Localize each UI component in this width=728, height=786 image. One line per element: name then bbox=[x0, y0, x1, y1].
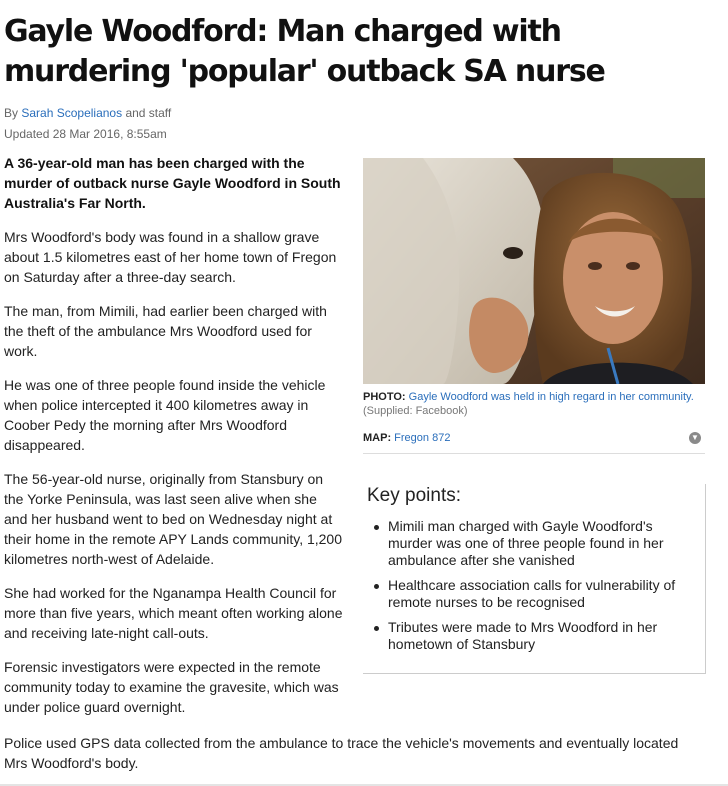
map-label: MAP: bbox=[363, 432, 392, 444]
article-paragraph: He was one of three people found inside the vehicle when police intercepted it 400 kilometres away in Coober Pedy the morning after Mrs Woodford disappeared. bbox=[4, 377, 326, 453]
map-row bbox=[363, 431, 705, 454]
article-paragraph: The 56-year-old nurse, originally from Stansbury on the Yorke Peninsula, was last seen alive when she and her husband went to bed on Wednesday night at their home in the remote APY Lands community, 1,200 kilometres north-west of Adelaide. bbox=[4, 471, 343, 567]
author-link[interactable]: Sarah Scopelianos bbox=[21, 106, 123, 120]
key-point-item: Tributes were made to Mrs Woodford in her hometown of Stansbury bbox=[388, 619, 705, 653]
key-points-title: Key points: bbox=[367, 485, 461, 506]
article-headline: Gayle Woodford: Man charged with murdering 'popular' outback SA nurse bbox=[4, 14, 605, 89]
photo-caption bbox=[363, 390, 709, 418]
key-point-item: Healthcare association calls for vulnerability of remote nurses to be recognised bbox=[388, 577, 705, 611]
photo-credit: (Supplied: Facebook) bbox=[363, 405, 468, 417]
photo-caption-link[interactable]: Gayle Woodford was held in high regard in her community. bbox=[408, 391, 694, 403]
key-points-box bbox=[363, 484, 706, 674]
key-points-list bbox=[363, 518, 705, 653]
article-paragraph: Forensic investigators were expected in the remote community today to examine the gravesite, which was under police guard overnight. bbox=[4, 659, 339, 715]
article-photo[interactable] bbox=[363, 158, 705, 384]
key-point-item: Mimili man charged with Gayle Woodford's murder was one of three people found in her ambulance after she vanished bbox=[388, 518, 705, 569]
byline-suffix: and staff bbox=[125, 106, 172, 120]
byline bbox=[4, 105, 728, 121]
article-body bbox=[4, 153, 344, 717]
article-paragraph-final: Police used GPS data collected from the ambulance to trace the vehicle's movements and eventually located Mrs Woodford's body. bbox=[4, 735, 679, 771]
article-paragraph: Mrs Woodford's body was found in a shallow grave about 1.5 kilometres east of her home town of Fregon on Saturday after a three-day search. bbox=[4, 229, 337, 285]
sidebar bbox=[363, 158, 709, 674]
chevron-down-icon[interactable]: ▼ bbox=[689, 432, 701, 444]
article-paragraph: She had worked for the Nganampa Health Council for more than five years, which meant often working alone and receiving late-night call-outs. bbox=[4, 585, 343, 641]
photo-label: PHOTO: bbox=[363, 391, 406, 403]
map-link[interactable]: Fregon 872 bbox=[394, 432, 451, 444]
article-lead: A 36-year-old man has been charged with the murder of outback nurse Gayle Woodford in South Australia's Far North. bbox=[4, 155, 341, 211]
byline-prefix: By bbox=[4, 106, 19, 120]
updated-timestamp: Updated 28 Mar 2016, 8:55am bbox=[4, 127, 167, 141]
article-paragraph: The man, from Mimili, had earlier been charged with the theft of the ambulance Mrs Woodford used for work. bbox=[4, 303, 327, 359]
photo-illustration bbox=[363, 158, 705, 384]
article-content bbox=[4, 153, 728, 773]
